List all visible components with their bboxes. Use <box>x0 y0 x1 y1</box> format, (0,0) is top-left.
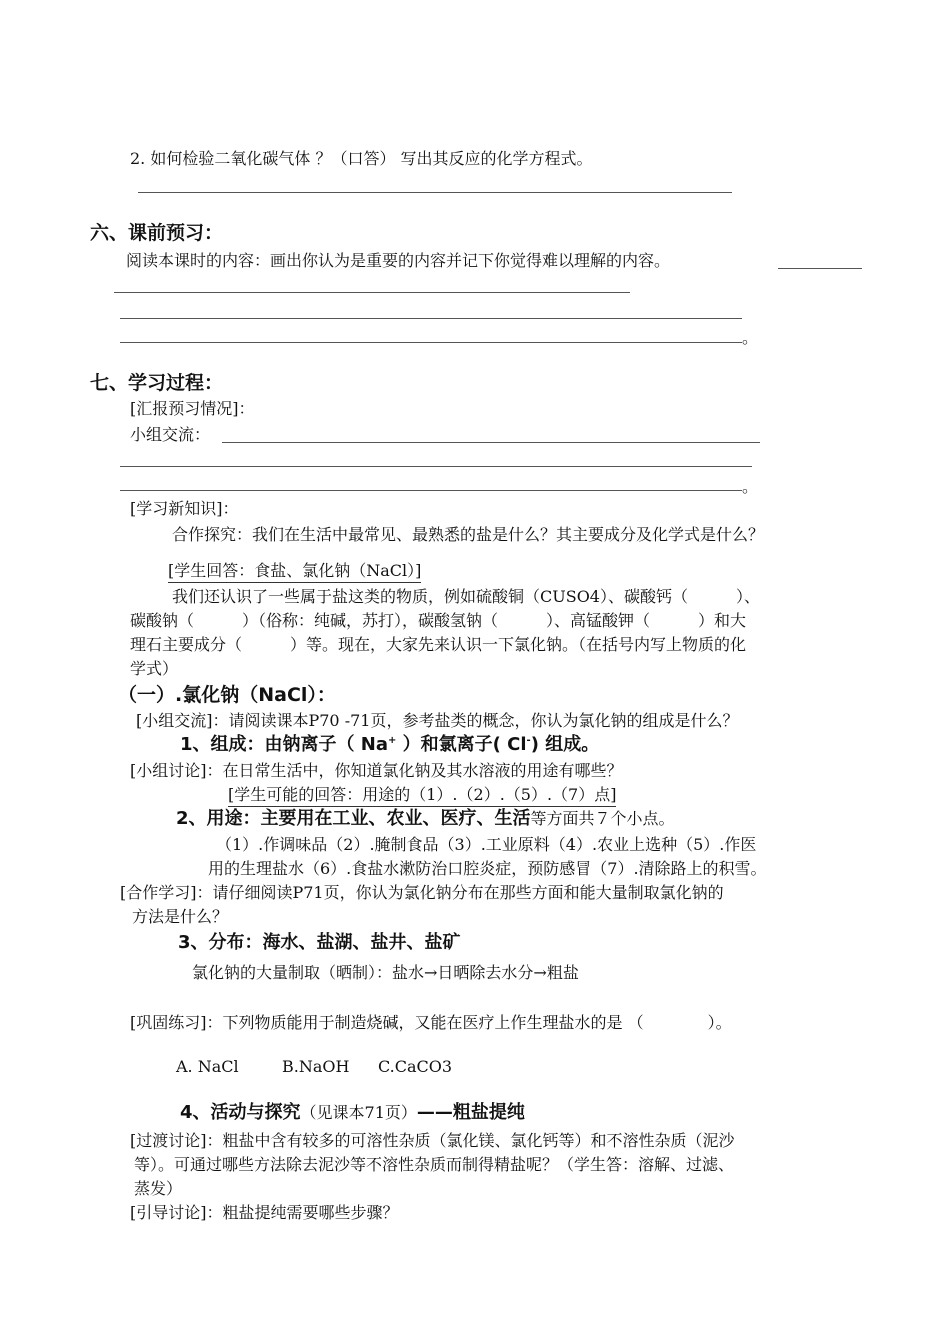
group-exchange: [小组交流]：请阅读课本P70 -71页，参考盐类的概念，你认为氯化钠的组成是什么？ <box>136 711 739 730</box>
coop-learn: [合作学习]：请仔细阅读P71页，你认为氯化钠分布在那些方面和能大量制取氯化钠的 <box>120 883 724 902</box>
option-b: B.NaOH <box>282 1057 350 1076</box>
composition-text: ) 组成。 <box>530 734 600 755</box>
option-c: C.CaCO3 <box>378 1057 453 1076</box>
paragraph-line: 我们还认识了一些属于盐这类的物质，例如硫酸铜（CUSO4）、碳酸钙（ ）、 <box>172 587 760 606</box>
group-exchange-label: 小组交流： <box>130 425 211 444</box>
answer-line <box>120 490 742 491</box>
uses-heading-bold: 2、用途：主要用在工业、农业、医疗、生活 <box>176 808 531 829</box>
answer-line <box>222 442 760 443</box>
composition <box>180 734 599 756</box>
paragraph-line: 学式） <box>130 659 179 678</box>
learn-new-label: [学习新知识]： <box>130 499 239 518</box>
paragraph-line: 碳酸钠（ ）（俗称：纯碱，苏打），碳酸氢钠（ ）、高锰酸钾（ ）和大 <box>130 611 747 630</box>
practice-question: [巩固练习]：下列物质能用于制造烧碱，又能在医疗上作生理盐水的是 （ ）。 <box>130 1013 732 1032</box>
question-2: 2. 如何检验二氧化碳气体 ？（口答） 写出其反应的化学方程式。 <box>130 149 593 168</box>
answer-line <box>120 318 742 319</box>
transition-discussion: [过渡讨论]：粗盐中含有较多的可溶性杂质（氯化镁、氯化钙等）和不溶性杂质（泥沙 <box>130 1131 735 1150</box>
answer-line <box>114 292 630 293</box>
composition-text: ）和氯离子( Cl <box>396 734 527 755</box>
guide-discussion: [引导讨论]：粗盐提纯需要哪些步骤？ <box>130 1203 399 1222</box>
student-answer <box>168 560 421 583</box>
uses-list: （1）.作调味品（2）.腌制食品（3）.工业原料（4）.农业上选种（5）.作医 <box>216 835 757 854</box>
answer-line <box>120 342 742 343</box>
possible-answer-text: [学生可能的回答：用途的（1）.（2）.（5）.（7）点] <box>228 784 616 807</box>
end-mark: 。 <box>742 328 759 347</box>
end-mark: 。 <box>742 477 759 496</box>
transition-discussion: 蒸发） <box>134 1179 183 1198</box>
group-discuss: [小组讨论]：在日常生活中，你知道氯化钠及其水溶液的用途有哪些？ <box>130 761 623 780</box>
coop-learn: 方法是什么？ <box>132 907 229 926</box>
charge-minus: - <box>526 735 531 746</box>
activity-title-text: 4、活动与探究 <box>180 1102 301 1123</box>
section-6-title: 六、课前预习： <box>90 222 224 244</box>
production: 氯化钠的大量制取（晒制）：盐水→日晒除去水分→粗盐 <box>192 963 579 982</box>
charge-plus: + <box>388 735 397 746</box>
answer-line <box>778 268 862 269</box>
uses-heading-rest: 等方面共７个小点。 <box>530 809 675 828</box>
distribution: 3、分布：海水、盐湖、盐井、盐矿 <box>178 932 461 953</box>
possible-answer <box>228 784 616 807</box>
answer-line <box>120 466 752 467</box>
student-answer-text: [学生回答：食盐、氯化钠（NaCl）] <box>168 560 421 583</box>
activity-title <box>180 1102 525 1124</box>
uses-heading <box>176 808 675 830</box>
preview-instruction: 阅读本课时的内容：画出你认为是重要的内容并记下你觉得难以理解的内容。 <box>126 251 671 270</box>
composition-text: 1、组成：由钠离子（ Na <box>180 734 389 755</box>
paragraph-line: 理石主要成分（ ）等。现在，大家先来认识一下氯化钠。（在括号内写上物质的化 <box>130 635 747 654</box>
section-7-title: 七、学习过程： <box>90 372 224 394</box>
option-a: A. NaCl <box>176 1057 239 1076</box>
nacl-title: （一）.氯化钠（NaCl）： <box>118 684 336 706</box>
transition-discussion: 等）。可通过哪些方法除去泥沙等不溶性杂质而制得精盐呢？（学生答：溶解、过滤、 <box>134 1155 735 1174</box>
coop-inquiry: 合作探究：我们在生活中最常见、最熟悉的盐是什么？其主要成分及化学式是什么？ <box>172 525 765 544</box>
activity-title-ref: （见课本71页） <box>300 1103 417 1122</box>
report-preview: [汇报预习情况]： <box>130 399 255 418</box>
answer-line <box>138 192 732 193</box>
activity-title-text: ——粗盐提纯 <box>416 1102 525 1123</box>
uses-list: 用的生理盐水（6）.食盐水漱防治口腔炎症，预防感冒（7）.清除路上的积雪。 <box>208 859 767 878</box>
